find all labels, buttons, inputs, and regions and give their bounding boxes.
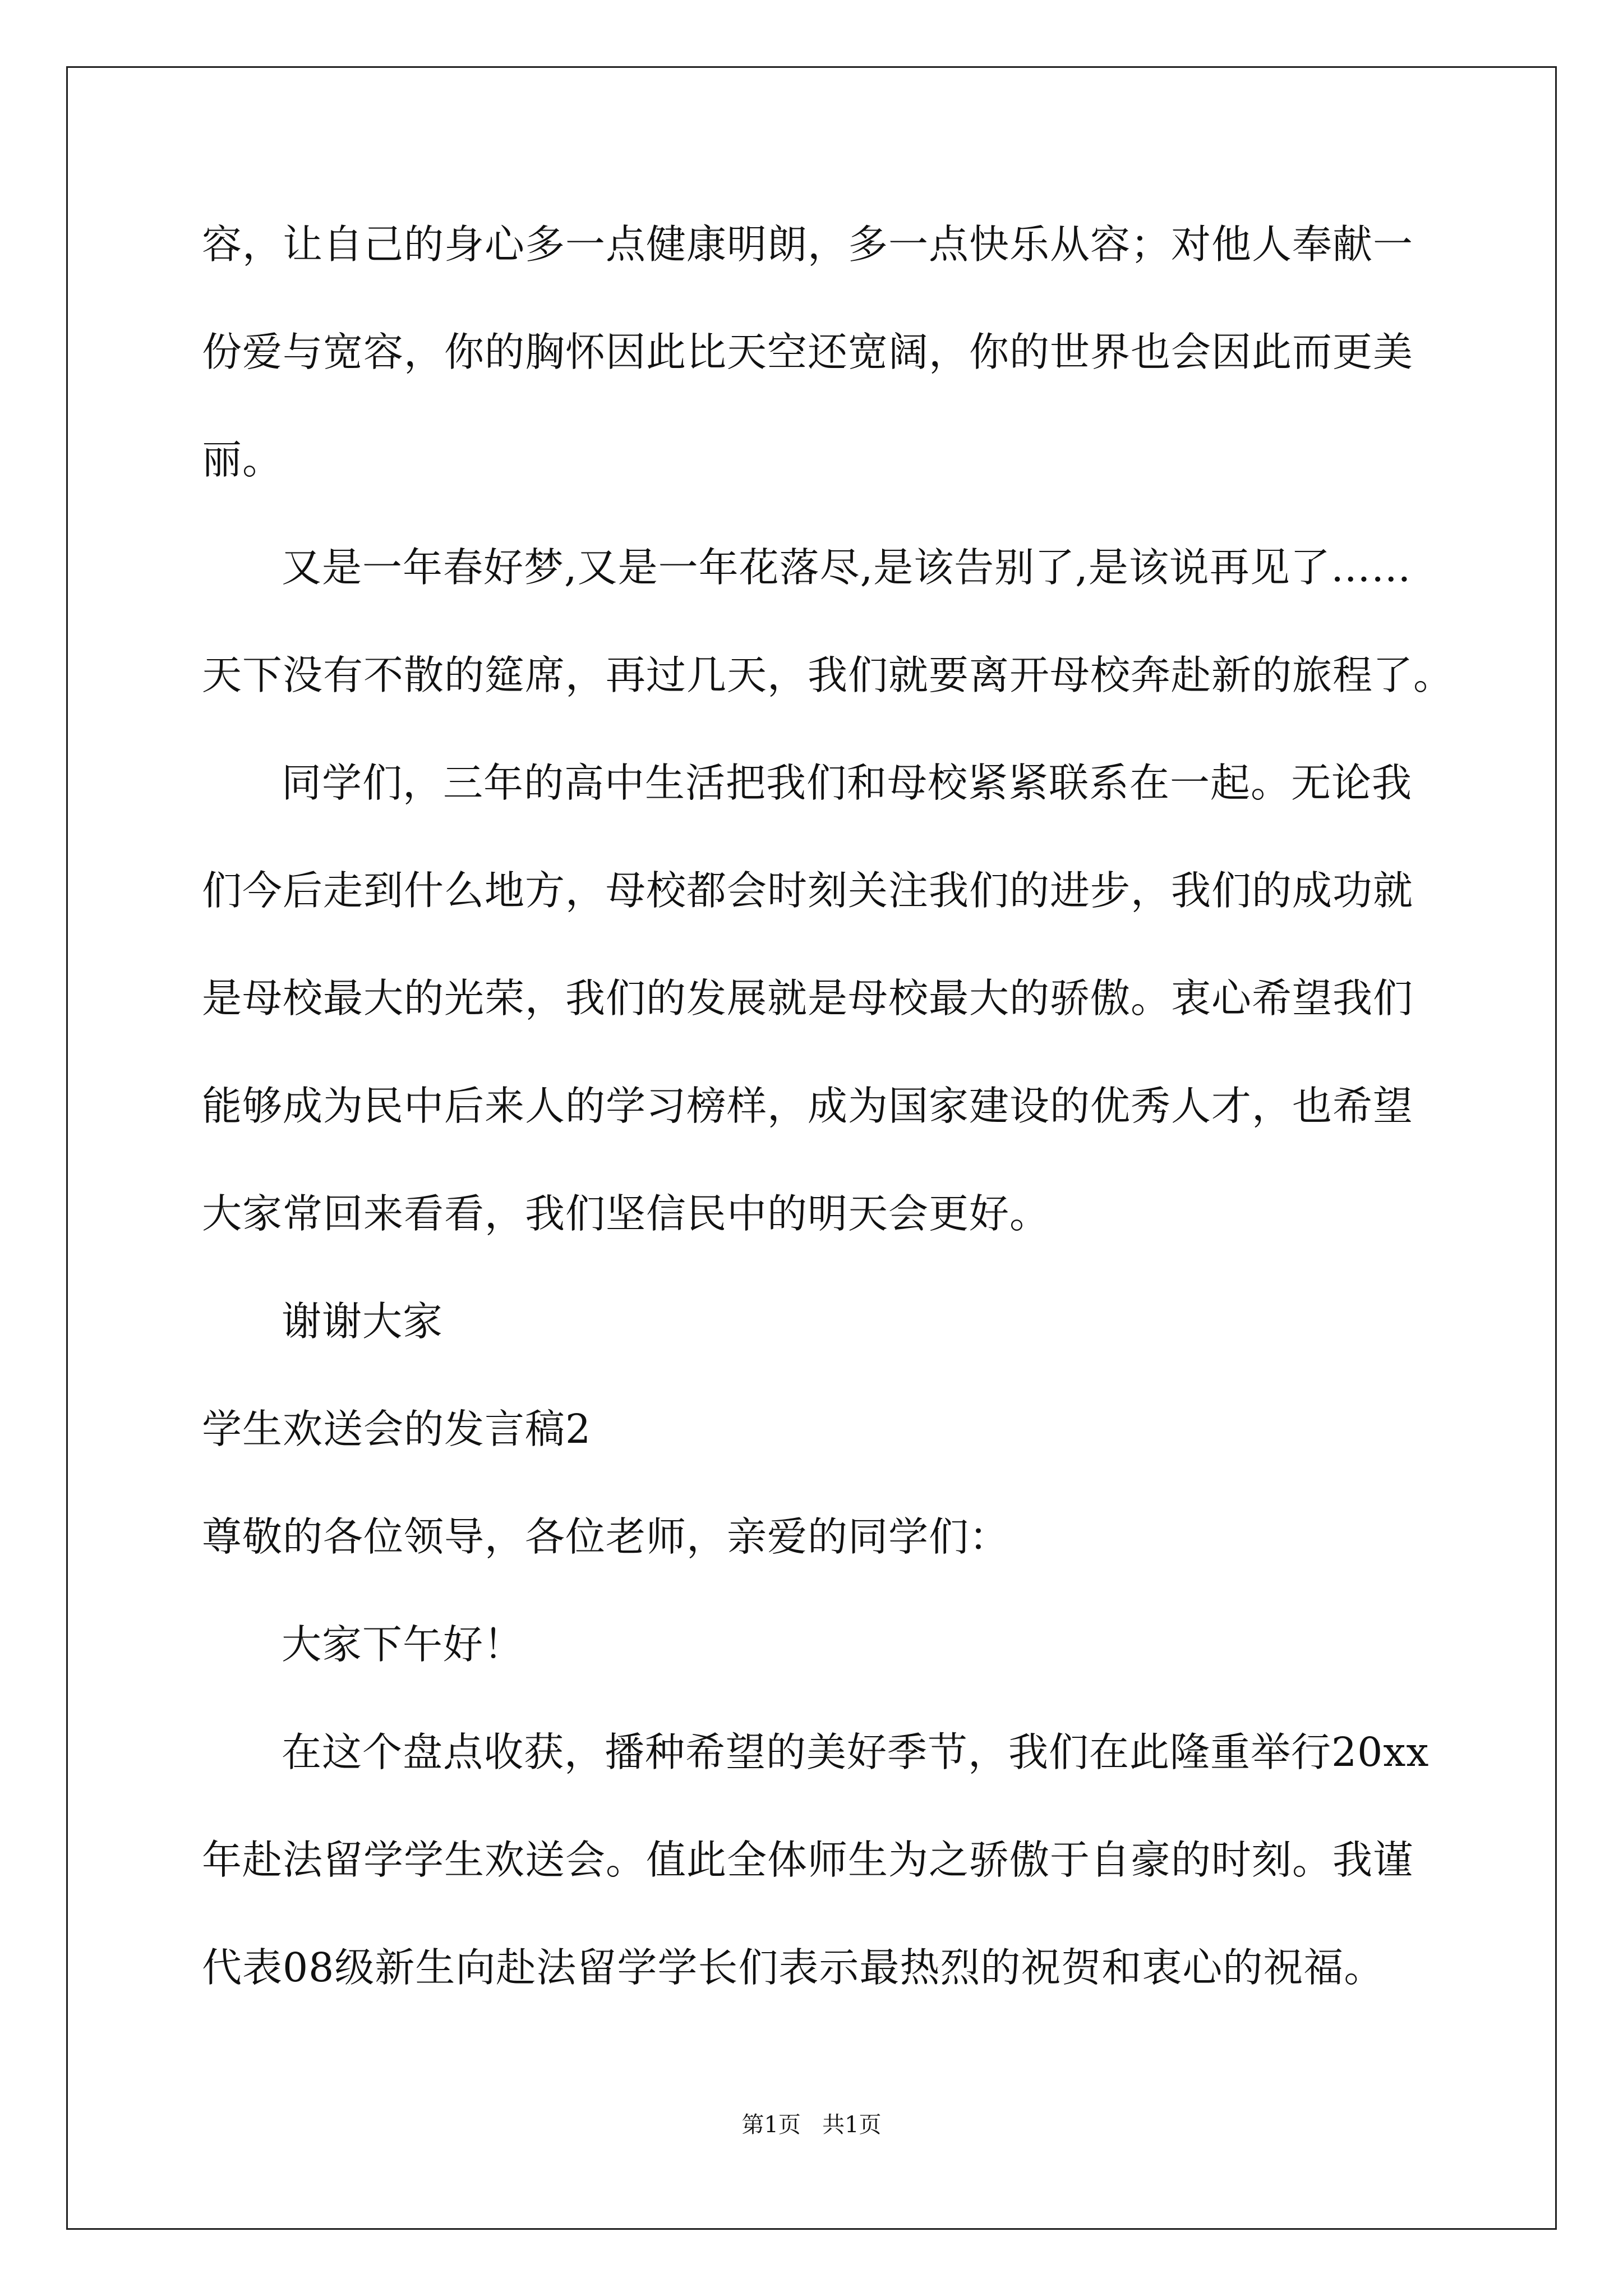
paragraph-line: 能够成为民中后来人的学习榜样，成为国家建设的优秀人才，也希望 [202,1083,1414,1129]
closing-thanks: 谢谢大家 [282,1298,444,1345]
paragraph-line: 份爱与宽容，你的胸怀因此比天空还宽阔，你的世界也会因此而更美 [202,329,1414,375]
paragraph-line: 是母校最大的光荣，我们的发展就是母校最大的骄傲。衷心希望我们 [202,975,1414,1022]
paragraph-line: 容，让自己的身心多一点健康明朗，多一点快乐从容；对他人奉献一 [202,221,1414,268]
paragraph-line: 在这个盘点收获，播种希望的美好季节，我们在此隆重举行20xx [282,1729,1430,1775]
paragraph-line: 代表08级新生向赴法留学学长们表示最热烈的祝贺和衷心的祝福。 [202,1944,1385,1991]
page-footer [0,2108,1623,2142]
paragraph-line: 丽。 [202,436,283,483]
paragraph-line: 又是一年春好梦,又是一年花落尽,是该告别了,是该说再见了…… [282,544,1412,591]
paragraph-line: 天下没有不散的筵席，再过几天，我们就要离开母校奔赴新的旅程了。 [202,652,1454,698]
page-number: 第1页 [741,2112,801,2138]
paragraph-line: 大家常回来看看，我们坚信民中的明天会更好。 [202,1190,1050,1237]
page-total: 共1页 [822,2112,882,2138]
salutation: 尊敬的各位领导，各位老师，亲爱的同学们： [202,1513,1010,1560]
greeting: 大家下午好！ [282,1621,524,1668]
paragraph-line: 们今后走到什么地方，母校都会时刻关注我们的进步，我们的成功就 [202,867,1414,914]
paragraph-line: 年赴法留学学生欢送会。值此全体师生为之骄傲于自豪的时刻。我谨 [202,1837,1414,1883]
section-title: 学生欢送会的发言稿2 [202,1406,592,1452]
document-body [202,191,1454,2022]
paragraph-line: 同学们，三年的高中生活把我们和母校紧紧联系在一起。无论我 [282,760,1413,806]
